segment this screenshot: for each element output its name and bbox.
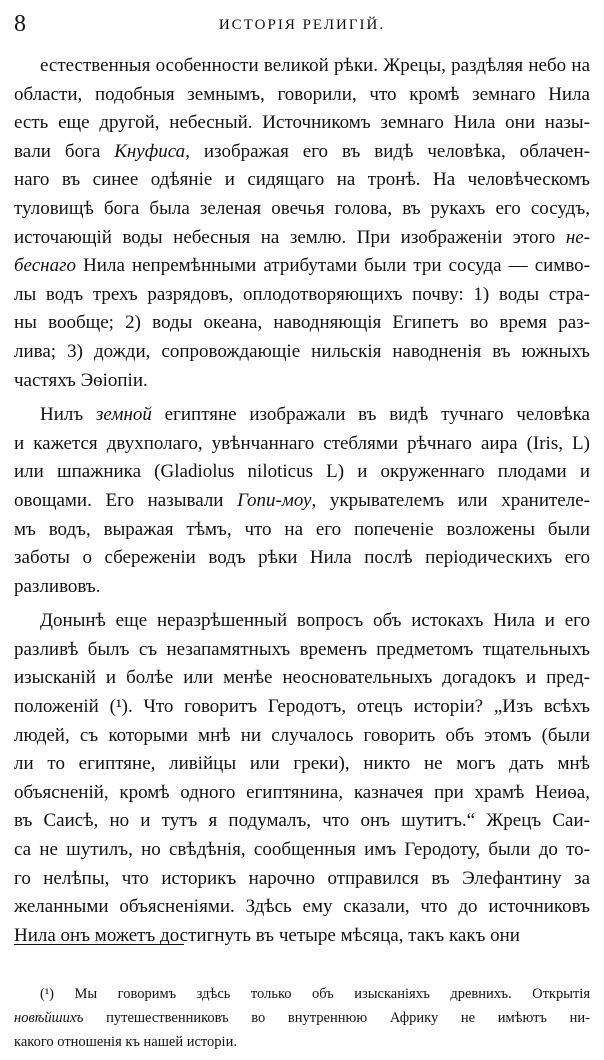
text-run: заботы о сбереженiи водъ рѣки Нила послѣ перiодическихъ его	[14, 547, 590, 569]
text-run: Нилъ	[40, 404, 96, 426]
text-line	[14, 607, 590, 636]
italic-text: Кнуфиса	[114, 140, 186, 162]
text-run: , изображая его въ видѣ человѣка, облачен-	[185, 140, 590, 162]
text-run: Нила онъ можетъ достигнуть въ четыре мѣсяца, такъ какъ они	[14, 924, 520, 946]
text-line	[14, 166, 590, 195]
text-run: ли то египтяне, ливiйцы или греки), никто не могъ дать мнѣ	[14, 753, 590, 775]
text-run: , укрывателемъ или хранителе-	[311, 489, 590, 511]
text-line	[14, 224, 590, 253]
text-run: естественныя особенности великой рѣки. Жрецы, раздѣляя небо на	[40, 55, 590, 76]
text-run: ны вообще; 2) воды океана, наводняющiя Египетъ во время раз-	[14, 312, 590, 334]
text-run: лы водъ трехъ разрядовъ, оплодотворяющихъ почву: 1) воды стра-	[14, 283, 590, 305]
page-header	[14, 10, 590, 40]
paragraph	[14, 401, 590, 601]
text-run: области, подобныя земнымъ, говорили, что кромѣ земнаго Нила	[14, 83, 590, 105]
italic-text: Гопи-моу	[237, 489, 312, 511]
text-line	[14, 401, 590, 430]
text-run: объясненiй, кромѣ одного египтянина, казначея при храмѣ Неиѳа,	[14, 781, 590, 803]
text-line	[14, 573, 590, 602]
text-run: путешественниковъ во внутреннюю Африку не имѣютъ ни-	[83, 1010, 590, 1026]
text-line	[14, 281, 590, 310]
text-line	[14, 487, 590, 516]
text-line	[14, 664, 590, 693]
text-line	[14, 252, 590, 281]
text-run: изысканiй и болѣе или менѣе неосновательныхъ догадокъ и пред-	[14, 667, 590, 689]
text-line	[14, 636, 590, 665]
text-line	[14, 779, 590, 808]
text-run: Донынѣ еще неразрѣшенный вопросъ объ истокахъ Нила и его	[40, 610, 590, 632]
text-line	[14, 367, 590, 396]
text-run: са не шутилъ, но свѣдѣнiя, сообщенныя имъ Геродоту, были до то-	[14, 839, 590, 861]
body-text	[14, 52, 590, 950]
text-run: есть еще другой, небесный. Источникомъ земнаго Нила они назы-	[14, 112, 590, 134]
page-number: 8	[14, 11, 26, 37]
text-run: туловищѣ бога была зеленая овечья голова, въ рукахъ его сосудъ,	[14, 197, 590, 219]
text-line	[14, 81, 590, 110]
italic-text: новѣйшихъ	[14, 1010, 84, 1026]
text-run: (¹) Мы говоримъ здѣсь только объ изысканiяхъ древнихъ. Открытiя	[40, 986, 590, 1002]
text-line	[14, 138, 590, 167]
text-line	[14, 338, 590, 367]
text-line	[14, 1006, 590, 1030]
text-run: источающiй воды небесныя на землю. При изображенiи этого	[14, 226, 566, 248]
text-run: египтяне изображали въ видѣ тучнаго человѣка	[151, 404, 590, 426]
text-run: лива; 3) дожди, сопровождающiе нильскiя наводненiя въ южныхъ	[14, 340, 590, 362]
text-line	[14, 982, 590, 1006]
text-line	[14, 722, 590, 751]
text-run: желанными объясненiями. Здѣсь ему сказали, что до источниковъ	[14, 896, 590, 918]
text-run: мъ водъ, выражая тѣмъ, что на его попеченiе возложены были	[14, 518, 590, 540]
italic-text: беснаго	[14, 255, 77, 277]
text-run: вали бога	[14, 140, 115, 162]
text-line	[14, 458, 590, 487]
text-line	[14, 544, 590, 573]
text-run: овощами. Его называли	[14, 489, 238, 511]
text-line	[14, 693, 590, 722]
text-line	[14, 922, 590, 951]
text-line	[14, 807, 590, 836]
text-line	[14, 430, 590, 459]
text-line	[14, 109, 590, 138]
text-line	[14, 309, 590, 338]
text-run: разливѣ былъ съ незапамятныхъ временъ предметомъ тщательныхъ	[14, 638, 590, 660]
footnote-divider	[14, 944, 184, 945]
text-line	[14, 52, 590, 81]
text-run: наго въ синее одѣянiе и сидящаго на тронѣ. На человѣческомъ	[14, 169, 590, 191]
paragraph	[14, 607, 590, 950]
running-title: ИСТОРIЯ РЕЛИГIЙ.	[218, 17, 386, 33]
text-line	[14, 750, 590, 779]
paragraph	[14, 52, 590, 395]
text-line	[14, 865, 590, 894]
text-line	[14, 195, 590, 224]
text-run: или шпажника (Gladiolus niloticus L) и окруженнаго плодами и	[14, 461, 590, 483]
italic-text: земной	[95, 404, 152, 426]
text-run: разливовъ.	[14, 575, 101, 597]
text-run: какого отношенiя къ нашей исторiи.	[14, 1034, 237, 1050]
text-line	[14, 893, 590, 922]
text-run: частяхъ Эѳiопiи.	[14, 369, 148, 391]
footnote	[14, 982, 590, 1054]
text-line	[14, 836, 590, 865]
text-run: Нила непремѣнными атрибутами были три сосуда — симво-	[76, 255, 590, 277]
italic-text: не-	[565, 226, 590, 248]
text-line	[14, 516, 590, 545]
text-run: въ Саисѣ, но и тутъ я подумалъ, что онъ шутитъ.“ Жрецъ Саи-	[14, 810, 590, 832]
text-run: го нелѣпы, что историкъ нарочно отправился въ Элефантину за	[14, 867, 590, 889]
text-run: положенiй (¹). Что говоритъ Геродотъ, отецъ исторiи? „Изъ всѣхъ	[14, 696, 590, 718]
text-line	[14, 1030, 590, 1054]
text-run: и кажется двухполаго, увѣнчаннаго стеблями рѣчнаго аира (Iris, L)	[14, 432, 590, 454]
text-run: людей, съ которыми мнѣ ни случалось говорить объ этомъ (были	[14, 724, 590, 746]
